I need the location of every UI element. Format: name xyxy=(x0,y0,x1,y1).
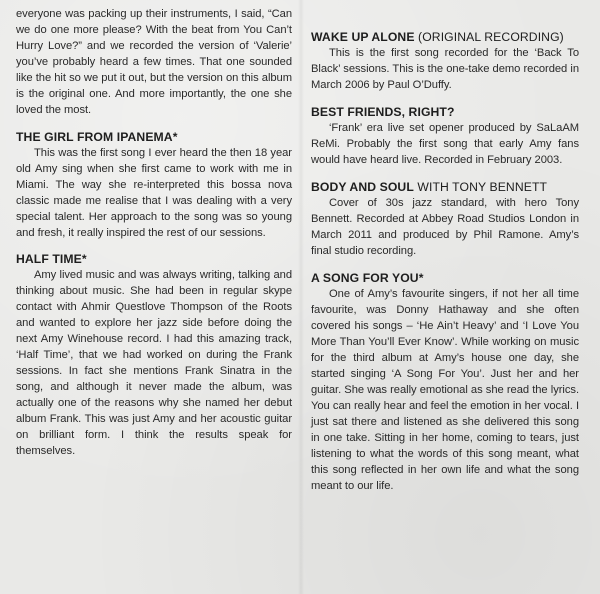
heading-half-time: HALF TIME* xyxy=(16,252,87,266)
left-column xyxy=(16,0,292,459)
valerie-paragraph: everyone was packing up their instruments, I said, “Can we do one more please? With the beat from You Can’t Hurry Love?” and we recorded the version of ‘Valerie’ you’ve probably heard a few times. That one sounded like the hit so we put it out, but the version on this album is the original one. And more importantly, the one she loved the most. xyxy=(16,8,292,116)
wake-up-alone-title: WAKE UP ALONE xyxy=(311,30,415,44)
paragraph-best-friends-right: ‘Frank’ era live set opener produced by SaLaAM ReMi. Probably the first song that early Amy fans would have heard live. Recorded in February 2003. xyxy=(311,122,579,166)
paragraph-wake-up-alone: This is the first song recorded for the ‘Back To Black’ sessions. This is the one-take demo recorded in March 2006 by Paul O’Duffy. xyxy=(311,47,579,91)
heading-body-and-soul xyxy=(311,179,579,195)
page-fold xyxy=(298,0,304,594)
body-and-soul-subtitle: WITH TONY BENNETT xyxy=(413,180,548,194)
heading-wake-up-alone xyxy=(311,29,579,45)
right-column xyxy=(311,0,579,494)
heading-best-friends-right: BEST FRIENDS, RIGHT? xyxy=(311,105,455,119)
body-and-soul-title: BODY AND SOUL xyxy=(311,180,414,194)
heading-girl-from-ipanema: THE GIRL FROM IPANEMA* xyxy=(16,130,178,144)
heading-a-song-for-you: A SONG FOR YOU* xyxy=(311,271,424,285)
paragraph-a-song-for-you: One of Amy’s favourite singers, if not her all time favourite, was Donny Hathaway and she often covered his songs – ‘He Ain’t Heavy’ and ‘I Love You More Than You’ll Ever Know’. While working on music for the third album at Amy’s house one day, she started singing ‘A Song For You’. Just her and her guitar. She was really emotional as she read the lyrics. You can really hear and feel the emotion in her vocal. I just sat there and listened as she delivered this song in one take. Sitting in her home, coming to tears, just listening to what the words of this song meant, what this song reflected in her own life and what the song meant to our life. xyxy=(311,288,579,492)
paragraph-girl-from-ipanema: This was the first song I ever heard the then 18 year old Amy sing when she first came to work with me in Miami. The way she re-interpreted this bossa nova classic made me realise that I was dealing with a very special talent. Her approach to the song was so young and fresh, it really inspired the rest of our sessions. xyxy=(16,147,292,239)
wake-up-alone-subtitle: (ORIGINAL RECORDING) xyxy=(414,30,564,44)
paragraph-half-time: Amy lived music and was always writing, talking and thinking about music. She had been in regular skype contact with Ahmir Questlove Thompson of the Roots and wanted to explore her jazz side before doing the next Amy Winehouse record. I had this amazing track, ‘Half Time’, that we had worked on during the Frank sessions. In fact she mentions Frank Sinatra in the song, and although it never made the album, was actually one of the reasons why she named her debut album Frank. This was just Amy and her acoustic guitar on brilliant form. I think the results speak for themselves. xyxy=(16,269,292,457)
paragraph-body-and-soul: Cover of 30s jazz standard, with hero Tony Bennett. Recorded at Abbey Road Studios London in March 2011 and produced by Phil Ramone. Amy’s final studio recording. xyxy=(311,197,579,257)
